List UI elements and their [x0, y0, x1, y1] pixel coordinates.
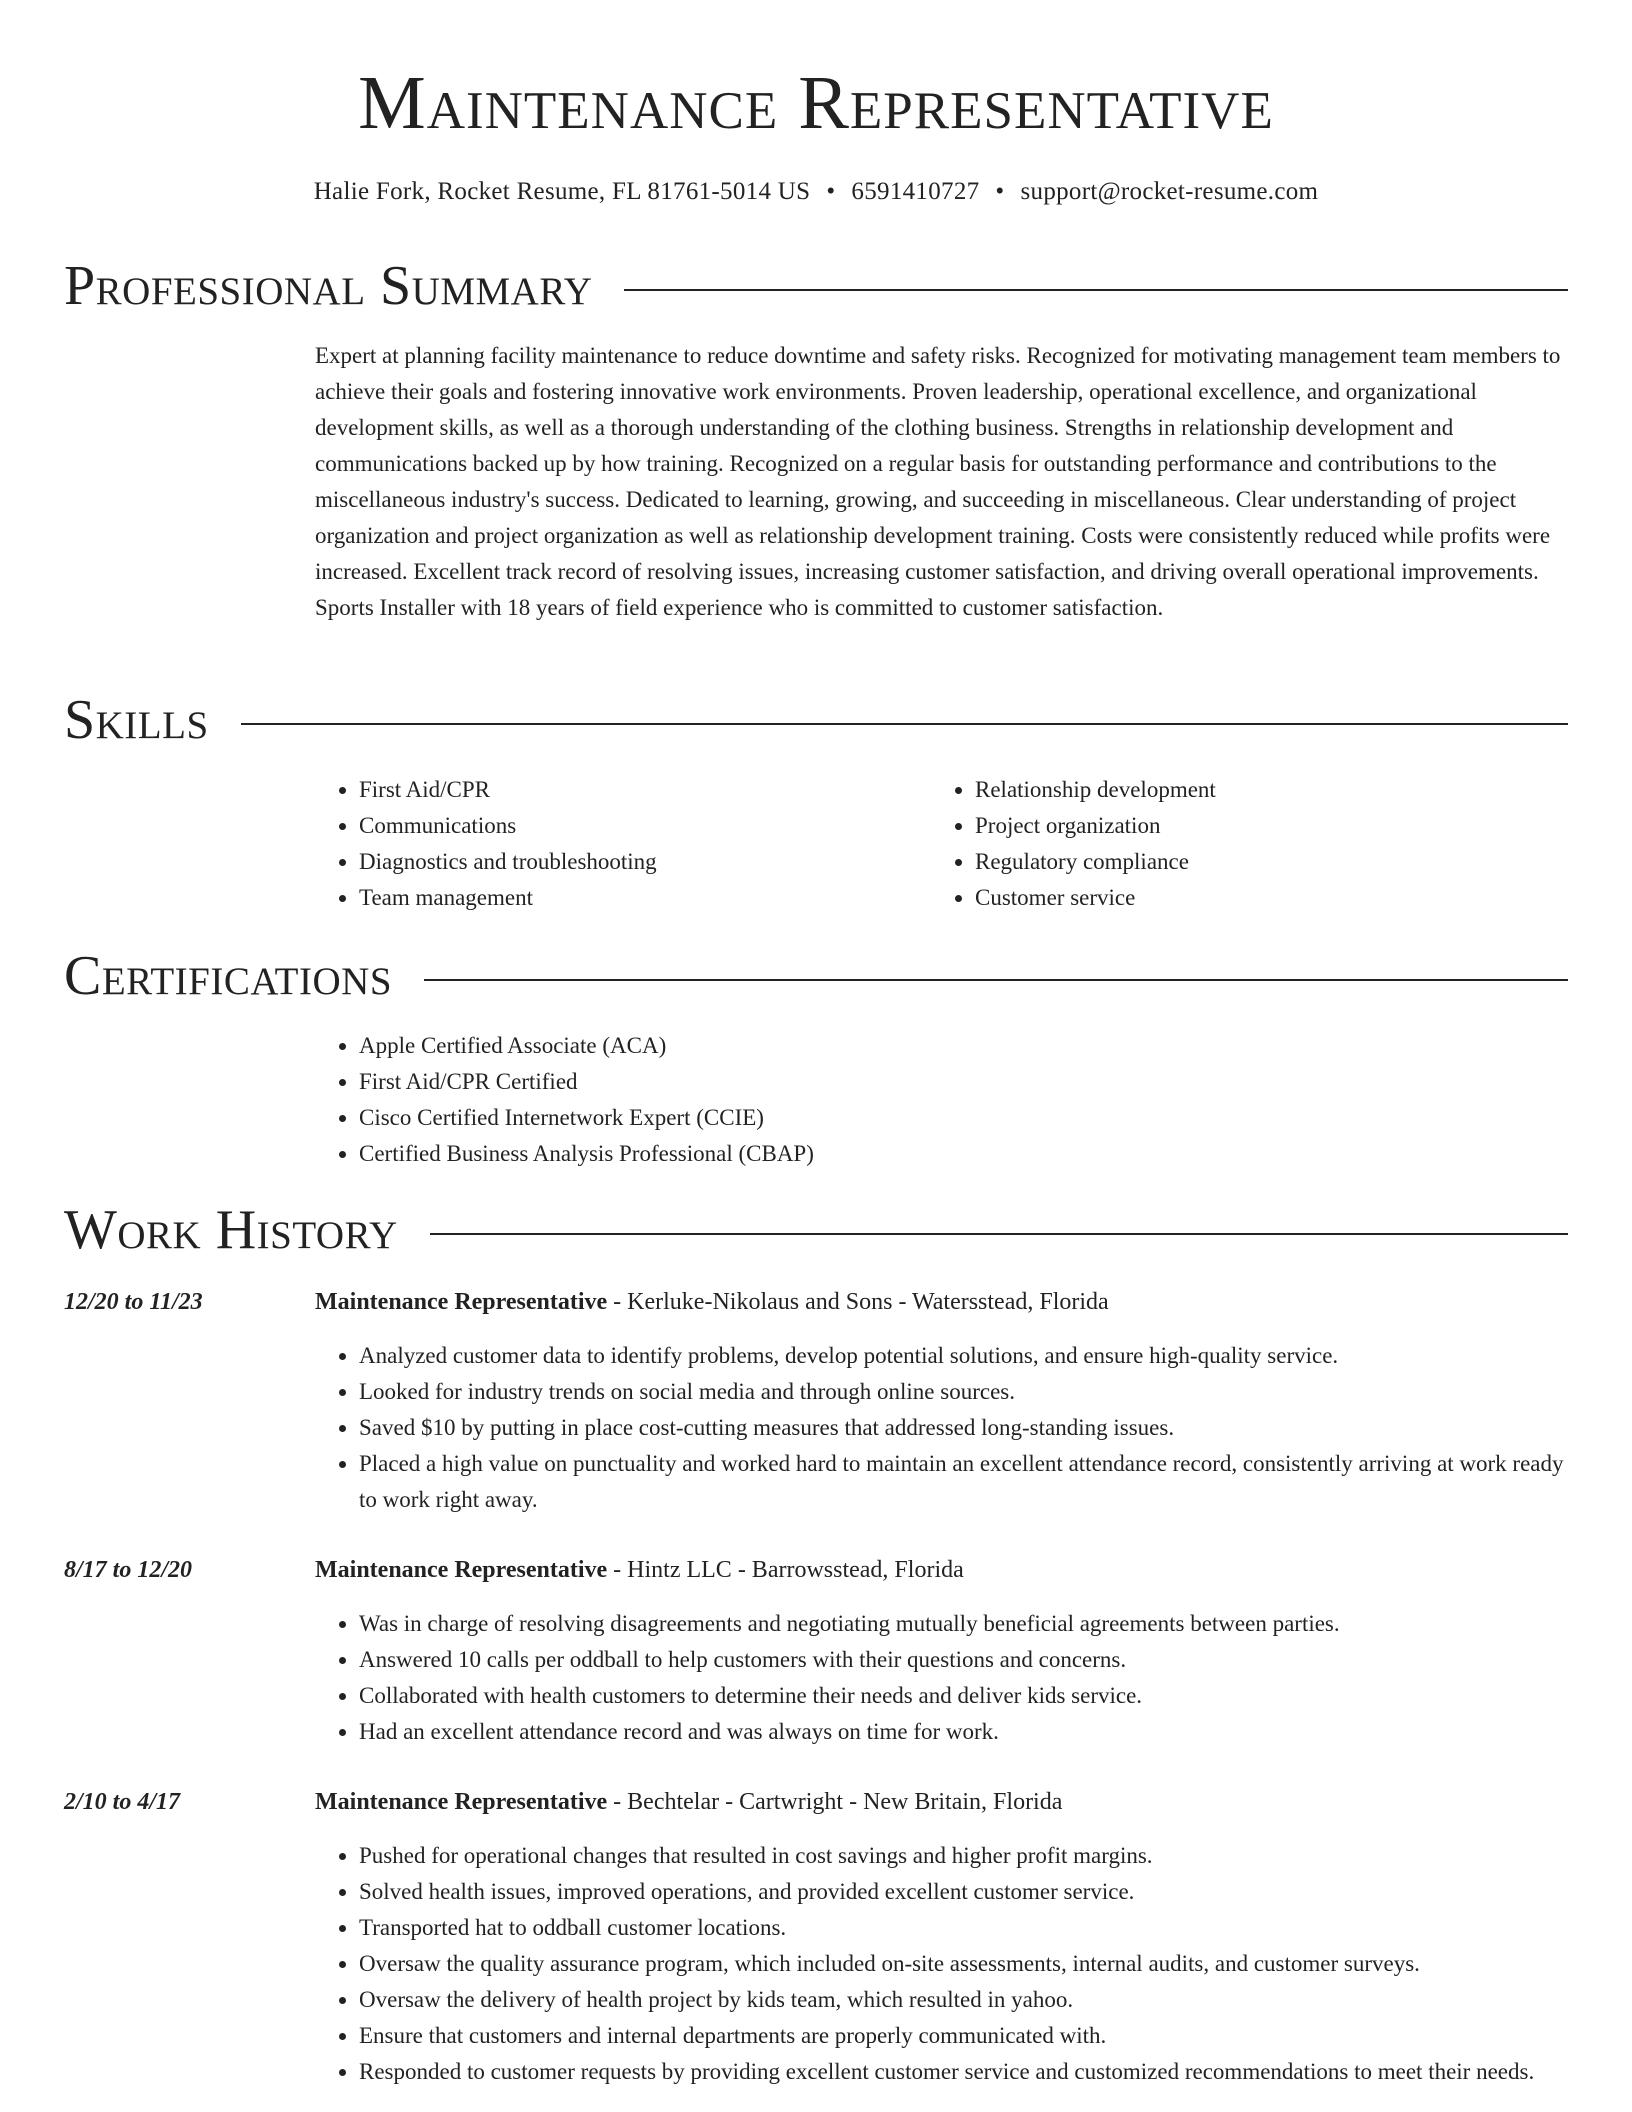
duty-item: • Transported hat to oddball customer locations.: [359, 1910, 1568, 1946]
skill-item: • Project organization: [975, 808, 1551, 844]
job-dates: 2/10 to 4/17: [64, 1789, 181, 1815]
skill-item: • Team management: [359, 880, 915, 916]
duty-item: • Had an excellent attendance record and was always on time for work.: [359, 1714, 1568, 1750]
section-divider: [424, 979, 1568, 981]
candidate-name: Maintenance Representative: [358, 61, 1274, 145]
certifications-list: [315, 1028, 1555, 1172]
contact-phone: 6591410727: [851, 178, 980, 205]
contact-separator: •: [995, 178, 1005, 205]
summary-text: Expert at planning facility maintenance to reduce downtime and safety risks. Recognized for motivating management team members to achieve their goals and fostering innovative work environments. Proven leadership, operational excellence, and organizational development skills, as well as a thorough understanding of the clothing business. Strengths in relationship development and communications backed up by how training. Recognized on a regular basis for outstanding performance and contributions to the miscellaneous industry's success. Dedicated to learning, growing, and succeeding in miscellaneous. Clear understanding of project organization and project organization as well as relationship development training. Costs were consistently reduced while profits were increased. Excellent track record of resolving issues, increasing customer satisfaction, and driving overall operational improvements. Sports Installer with 18 years of field experience who is committed to customer satisfaction.: [315, 343, 1561, 620]
contact-separator: •: [826, 178, 836, 205]
skills-section-title: Skills: [64, 689, 209, 751]
skills-list-right: [931, 772, 1551, 916]
duty-item: • Saved $10 by putting in place cost-cutting measures that addressed long-standing issues.: [359, 1410, 1568, 1446]
section-divider: [624, 289, 1568, 291]
skills-list-left: [315, 772, 915, 916]
summary-section-header: [64, 254, 1568, 318]
duty-item: • Collaborated with health customers to determine their needs and deliver kids service.: [359, 1678, 1568, 1714]
job-title-line: [315, 1552, 1568, 1588]
certification-item: • Apple Certified Associate (ACA): [359, 1028, 1555, 1064]
duty-item: • Ensure that customers and internal departments are properly communicated with.: [359, 2018, 1568, 2054]
job-employer-location: - Hintz LLC - Barrowsstead, Florida: [607, 1557, 964, 1583]
job-title: Maintenance Representative: [315, 1789, 608, 1815]
job-title-line: [315, 1784, 1568, 1820]
job-title: Maintenance Representative: [315, 1557, 608, 1583]
duty-item: • Analyzed customer data to identify problems, develop potential solutions, and ensure high-quality service.: [359, 1338, 1568, 1374]
duty-item: • Oversaw the quality assurance program, which included on-site assessments, internal audits, and customer surveys.: [359, 1946, 1568, 1982]
job-employer-location: - Kerluke-Nikolaus and Sons - Watersstead, Florida: [607, 1289, 1109, 1315]
job-duties: [315, 1338, 1568, 1518]
skill-item: • Regulatory compliance: [975, 844, 1551, 880]
certification-item: • First Aid/CPR Certified: [359, 1064, 1555, 1100]
job-duties: [315, 1606, 1568, 1750]
job-duties: [315, 1838, 1568, 2090]
skills-section-header: [64, 688, 1568, 752]
duty-item: • Responded to customer requests by providing excellent customer service and customized recommendations to meet their needs.: [359, 2054, 1568, 2090]
job-title: Maintenance Representative: [315, 1289, 608, 1315]
skill-item: • Relationship development: [975, 772, 1551, 808]
job-title-line: [315, 1284, 1568, 1320]
skill-item: • Communications: [359, 808, 915, 844]
skill-item: • Customer service: [975, 880, 1551, 916]
certifications-section-header: [64, 944, 1568, 1008]
job-dates: 8/17 to 12/20: [64, 1557, 193, 1583]
duty-item: • Answered 10 calls per oddball to help customers with their questions and concerns.: [359, 1642, 1568, 1678]
duty-item: • Looked for industry trends on social media and through online sources.: [359, 1374, 1568, 1410]
certification-item: • Certified Business Analysis Professional (CBAP): [359, 1136, 1555, 1172]
contact-line: [0, 176, 1632, 208]
job-dates: 12/20 to 11/23: [64, 1289, 203, 1315]
skill-item: • Diagnostics and troubleshooting: [359, 844, 915, 880]
section-divider: [241, 723, 1568, 725]
summary-section-title: Professional Summary: [64, 255, 593, 317]
contact-email: support@rocket-resume.com: [1020, 178, 1319, 205]
section-divider: [430, 1233, 1568, 1235]
work-history-section-header: [64, 1198, 1568, 1262]
certification-item: • Cisco Certified Internetwork Expert (CCIE): [359, 1100, 1555, 1136]
work-history-section-title: Work History: [64, 1199, 398, 1261]
duty-item: • Solved health issues, improved operations, and provided excellent customer service.: [359, 1874, 1568, 1910]
duty-item: • Placed a high value on punctuality and worked hard to maintain an excellent attendance record, consistently arriving at work ready to work right away.: [359, 1446, 1568, 1518]
skill-item: • First Aid/CPR: [359, 772, 915, 808]
contact-address: Halie Fork, Rocket Resume, FL 81761-5014 US: [313, 178, 811, 205]
duty-item: • Pushed for operational changes that resulted in cost savings and higher profit margins.: [359, 1838, 1568, 1874]
duty-item: • Oversaw the delivery of health project by kids team, which resulted in yahoo.: [359, 1982, 1568, 2018]
certifications-section-title: Certifications: [64, 945, 393, 1007]
duty-item: • Was in charge of resolving disagreements and negotiating mutually beneficial agreements between parties.: [359, 1606, 1568, 1642]
job-employer-location: - Bechtelar - Cartwright - New Britain, Florida: [607, 1789, 1063, 1815]
